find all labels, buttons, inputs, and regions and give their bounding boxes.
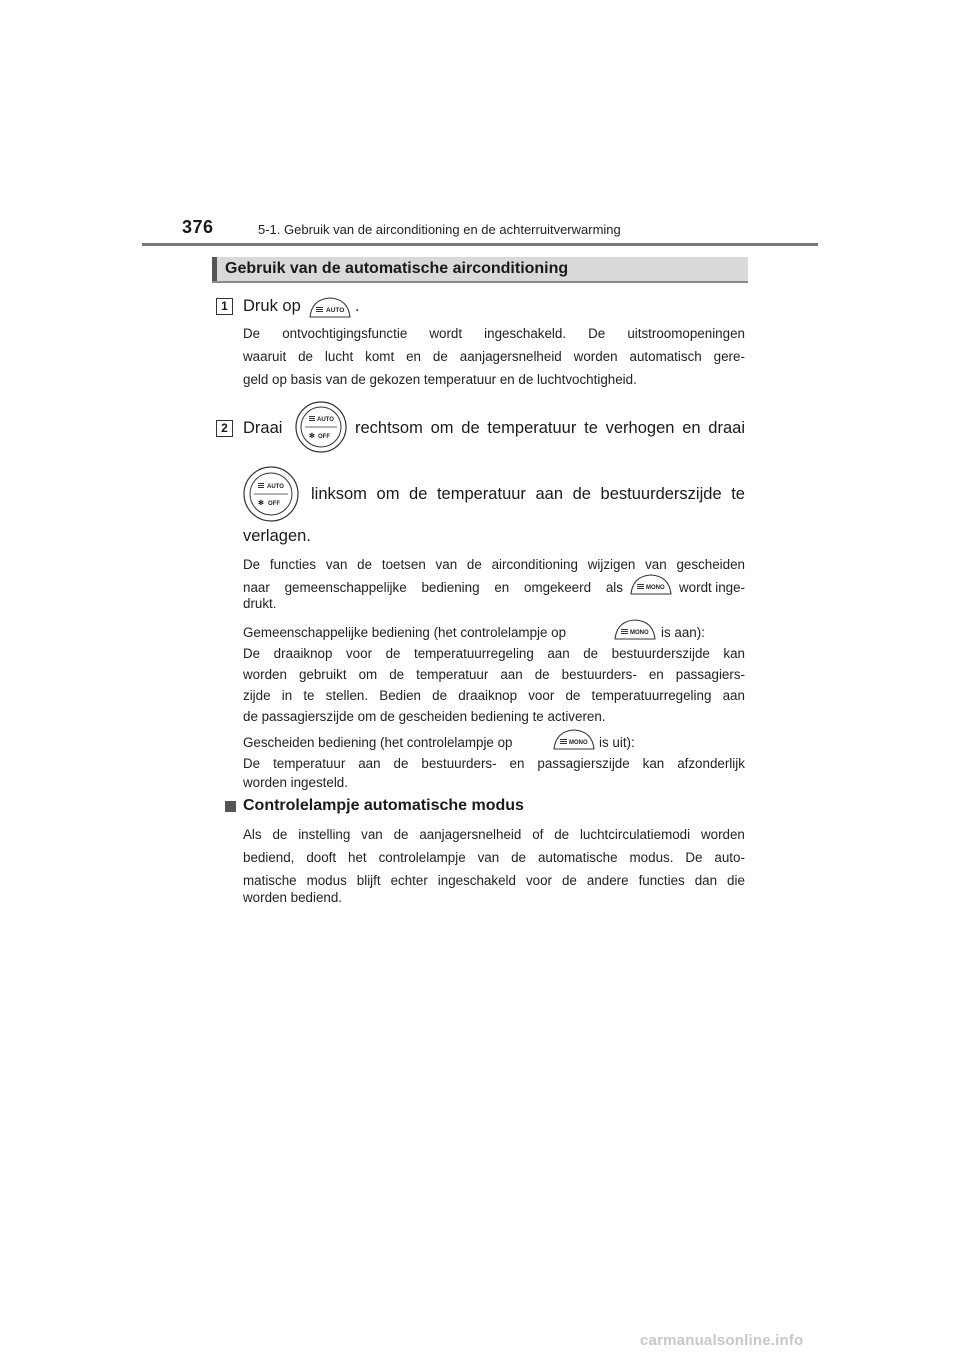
word: van: [645, 557, 667, 572]
word: modus.: [629, 850, 674, 865]
word: en: [406, 349, 421, 364]
mono-button-icon: [553, 728, 595, 750]
temperature-knob-left-icon: [242, 463, 302, 525]
subsection-line-1: [243, 827, 745, 842]
word: zijde: [243, 688, 271, 703]
word: aan: [547, 646, 570, 661]
word: De: [243, 756, 261, 771]
word: de: [393, 827, 409, 842]
word: temperatuur: [436, 485, 526, 503]
word: de: [432, 349, 448, 364]
word: uitstroomopeningen: [627, 326, 745, 341]
word: de: [565, 688, 581, 703]
word: functies: [269, 557, 317, 572]
word: wordt: [429, 326, 463, 341]
word: de: [298, 349, 313, 364]
word: aanjagersnelheid: [419, 827, 522, 842]
word: De: [685, 850, 703, 865]
word: gere-: [713, 349, 745, 364]
knob-auto-label: AUTO: [317, 417, 334, 423]
word: de: [466, 557, 482, 572]
word: de: [432, 688, 448, 703]
word: auto-: [714, 850, 745, 865]
word: van: [361, 827, 383, 842]
word: De: [243, 646, 261, 661]
word: naar: [243, 580, 270, 595]
word: aan: [500, 667, 523, 682]
word: draaiknop: [273, 646, 333, 661]
step-2-p2-line-5: de passagierszijde om de gescheiden bediening te activeren.: [243, 709, 606, 724]
word: te: [731, 485, 745, 503]
word: worden: [243, 667, 287, 682]
knob-left-off-label: OFF: [268, 501, 280, 507]
chapter-title: 5-1. Gebruik van de airconditioning en de achterruitverwarming: [258, 222, 621, 237]
subsection-line-2: [243, 850, 745, 865]
word: inge-: [715, 580, 745, 595]
word: aan: [722, 688, 745, 703]
word: toetsen: [381, 557, 426, 572]
word: de: [561, 873, 577, 888]
section-marker: [212, 257, 217, 281]
word: worden: [700, 827, 745, 842]
step-1-text-after: .: [355, 297, 360, 315]
word: de: [357, 557, 373, 572]
word: dan: [694, 873, 718, 888]
word: wordt: [679, 580, 712, 595]
auto-button-icon: [309, 296, 351, 318]
word: de: [461, 419, 480, 437]
step-1-desc-line-2: [243, 349, 745, 364]
word: het: [348, 850, 367, 865]
word: andere: [586, 873, 629, 888]
word: passagierszijde: [537, 756, 630, 771]
step-2-p2-line-4: [243, 688, 745, 703]
word: de: [272, 827, 288, 842]
mono-button-label: MONO: [630, 630, 649, 636]
word: instelling: [298, 827, 351, 842]
step-2-line-1-rest: [355, 419, 745, 438]
word: om: [430, 419, 454, 437]
word: de: [385, 646, 401, 661]
word: de: [511, 850, 527, 865]
word: aan: [358, 756, 381, 771]
subsection-title: Controlelampje automatische modus: [243, 797, 524, 814]
word: afzonderlijk: [677, 756, 745, 771]
step-2-p1-line-2-end: [679, 580, 745, 595]
word: luchtcirculatiemodi: [579, 827, 691, 842]
word: linksom: [311, 485, 367, 503]
word: functies: [638, 873, 685, 888]
word: De: [243, 557, 261, 572]
step-2-p3-line-1-before: Gescheiden bediening (het controlelampje op: [243, 735, 513, 750]
section-heading: [212, 257, 748, 283]
step-1-desc-line-3: geld op basis van de gekozen temperatuur en de luchtvochtigheid.: [243, 372, 637, 387]
word: echter: [390, 873, 428, 888]
knob-left-auto-label: AUTO: [267, 484, 284, 490]
step-2-p1-line-2-start: [243, 580, 623, 595]
word: van: [325, 557, 348, 572]
word: Bedien: [379, 688, 421, 703]
word: als: [605, 580, 623, 595]
word: ontvochtigingsfunctie: [282, 326, 408, 341]
word: worden: [573, 349, 618, 364]
subsection-bullet: [225, 801, 236, 812]
step-2-p1-line-1: [243, 557, 745, 572]
step-2-p2-line-3: [243, 667, 745, 682]
step-2-p3-line-3: worden ingesteld.: [243, 775, 348, 790]
step-1-text-before: Druk op: [243, 297, 301, 315]
word: automatisch: [629, 349, 702, 364]
word: aan: [535, 485, 564, 503]
fan-icon: ✻: [258, 500, 264, 507]
word: gemeenschappelijke: [284, 580, 407, 595]
mono-button-icon: [630, 573, 672, 595]
word: temperatuur: [416, 667, 489, 682]
word: dooft: [306, 850, 337, 865]
word: komt: [365, 349, 395, 364]
word: bediening: [421, 580, 480, 595]
mono-button-icon: [614, 618, 656, 640]
word: kan: [642, 756, 665, 771]
word: modus: [306, 873, 347, 888]
step-2-line-1-start: Draai: [243, 419, 283, 437]
mono-button-label: MONO: [646, 585, 665, 591]
word: rechtsom: [355, 419, 423, 437]
word: ingeschakeld.: [484, 326, 567, 341]
mono-button-label: MONO: [569, 740, 588, 746]
word: te: [303, 688, 315, 703]
word: en: [682, 419, 701, 437]
word: bestuurders-: [561, 667, 637, 682]
step-2-p2-line-1-before: Gemeenschappelijke bediening (het controlelampje op: [243, 625, 567, 640]
word: de: [583, 646, 599, 661]
word: aanjagersnelheid: [459, 349, 562, 364]
word: De: [243, 326, 261, 341]
word: gescheiden: [676, 557, 745, 572]
knob-off-label: OFF: [318, 434, 330, 440]
step-2-line-3: verlagen.: [243, 527, 311, 545]
word: omgekeerd: [524, 580, 592, 595]
word: lucht: [324, 349, 354, 364]
word: die: [727, 873, 745, 888]
word: voor: [345, 646, 373, 661]
word: kan: [723, 646, 745, 661]
word: temperatuur: [487, 419, 577, 437]
word: De: [588, 326, 606, 341]
step-2-p3-line-1-after: is uit):: [599, 735, 635, 750]
step-2-p2-line-2: [243, 646, 745, 661]
step-2-p2-line-1-after: is aan):: [661, 625, 705, 640]
word: voor: [525, 873, 552, 888]
section-title: Gebruik van de automatische airconditioning: [225, 260, 569, 277]
word: draaiknop: [458, 688, 518, 703]
word: de: [409, 485, 428, 503]
word: bestuurders-: [421, 756, 497, 771]
step-1-number: 1: [216, 298, 233, 315]
step-2-line-2-rest: [311, 485, 745, 504]
word: blijft: [356, 873, 381, 888]
word: en: [509, 756, 525, 771]
word: om: [376, 485, 400, 503]
watermark: carmanualsonline.info: [640, 1332, 804, 1349]
word: verhogen: [605, 419, 675, 437]
word: wijzigen: [587, 557, 636, 572]
word: om: [358, 667, 378, 682]
word: temperatuurregeling: [413, 646, 534, 661]
word: voor: [528, 688, 555, 703]
word: waaruit: [243, 349, 287, 364]
word: temperatuur: [273, 756, 346, 771]
subsection-line-4: worden bediend.: [243, 890, 343, 905]
word: ingeschakeld: [437, 873, 516, 888]
word: temperatuurregeling: [591, 688, 712, 703]
word: passagiers-: [675, 667, 745, 682]
fan-icon: ✻: [309, 433, 315, 440]
word: bediend,: [243, 850, 295, 865]
subsection-line-3: [243, 873, 745, 888]
word: Als: [243, 827, 262, 842]
word: en: [494, 580, 510, 595]
word: te: [584, 419, 598, 437]
word: in: [281, 688, 293, 703]
step-1-desc-line-1: [243, 326, 745, 341]
temperature-knob-icon: [295, 396, 347, 458]
word: draai: [708, 419, 745, 437]
word: gebruikt: [298, 667, 347, 682]
word: van: [435, 557, 458, 572]
step-2-p3-line-2: [243, 756, 745, 771]
word: van: [477, 850, 500, 865]
word: stellen.: [325, 688, 369, 703]
word: de: [534, 667, 550, 682]
word: de: [554, 827, 570, 842]
word: of: [532, 827, 544, 842]
auto-button-label: AUTO: [326, 307, 345, 314]
word: airconditioning: [491, 557, 578, 572]
word: en: [648, 667, 664, 682]
step-2-number: 2: [216, 420, 233, 437]
word: matische: [243, 873, 297, 888]
word: controlelampje: [378, 850, 466, 865]
word: de: [572, 485, 591, 503]
word: de: [389, 667, 405, 682]
word: bestuurderszijde: [611, 646, 710, 661]
step-2-p1-line-3: drukt.: [243, 596, 277, 611]
word: automatische: [537, 850, 618, 865]
header-divider: [142, 243, 818, 246]
word: bestuurderszijde: [600, 485, 722, 503]
word: de: [393, 756, 409, 771]
page-number: 376: [182, 217, 214, 237]
